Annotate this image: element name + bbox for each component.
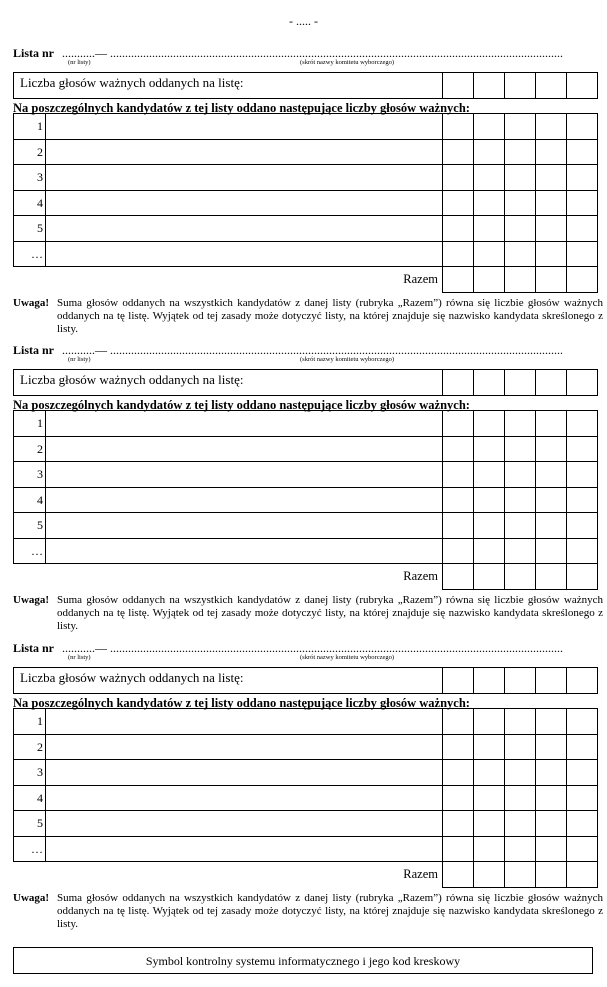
list-number-line: [13, 641, 563, 656]
list-number-line: [13, 343, 563, 358]
list-label: Lista nr: [13, 641, 55, 655]
candidate-votes-digit-cell[interactable]: [473, 759, 505, 786]
candidate-row-number: …: [31, 246, 43, 261]
candidate-votes-digit-cell[interactable]: [442, 410, 474, 437]
list-section: [0, 641, 607, 931]
total-label: Razem: [403, 272, 438, 286]
candidate-votes-digit-cell[interactable]: [473, 164, 505, 191]
candidate-name-cell[interactable]: [45, 759, 443, 786]
list-number-dots[interactable]: ...........—: [62, 343, 108, 357]
candidate-votes-digit-cell[interactable]: [442, 836, 474, 863]
total-digit-cell[interactable]: [473, 861, 505, 888]
candidate-votes-digit-cell[interactable]: [566, 241, 598, 268]
candidate-row-number: 4: [37, 195, 43, 210]
candidate-votes-digit-cell[interactable]: [566, 461, 598, 488]
candidate-name-cell[interactable]: [45, 512, 443, 539]
hint-list-number: (nr listy): [68, 654, 91, 661]
candidate-row-number: 3: [37, 467, 43, 481]
candidate-votes-digit-cell[interactable]: [473, 538, 505, 565]
candidate-votes-digit-cell[interactable]: [504, 436, 536, 463]
candidate-name-cell[interactable]: [45, 785, 443, 812]
candidate-votes-digit-cell[interactable]: [535, 836, 567, 863]
candidate-row-number: 2: [37, 144, 43, 159]
candidate-votes-digit-cell[interactable]: [535, 734, 567, 761]
candidate-name-cell[interactable]: [45, 410, 443, 437]
candidate-row-number: 1: [37, 714, 43, 728]
candidate-votes-digit-cell[interactable]: [504, 241, 536, 268]
candidate-votes-digit-cell[interactable]: [535, 241, 567, 268]
votes-digit-cell[interactable]: [566, 72, 598, 99]
list-section: [0, 46, 607, 336]
candidate-votes-digit-cell[interactable]: [473, 836, 505, 863]
candidate-votes-digit-cell[interactable]: [566, 436, 598, 463]
candidate-votes-digit-cell[interactable]: [566, 734, 598, 761]
candidate-votes-digit-cell[interactable]: [504, 836, 536, 863]
votes-digit-cell[interactable]: [566, 667, 598, 694]
candidate-votes-digit-cell[interactable]: [473, 785, 505, 812]
candidate-votes-digit-cell[interactable]: [442, 113, 474, 140]
candidate-name-cell[interactable]: [45, 734, 443, 761]
candidate-votes-digit-cell[interactable]: [535, 113, 567, 140]
candidate-votes-digit-cell[interactable]: [504, 785, 536, 812]
candidate-name-cell[interactable]: [45, 164, 443, 191]
candidate-votes-digit-cell[interactable]: [442, 241, 474, 268]
candidate-votes-digit-cell[interactable]: [442, 164, 474, 191]
candidate-votes-digit-cell[interactable]: [504, 810, 536, 837]
candidate-votes-digit-cell[interactable]: [566, 164, 598, 191]
total-digit-cell[interactable]: [504, 861, 536, 888]
list-label: Lista nr: [13, 343, 55, 357]
total-digit-cell[interactable]: [535, 266, 567, 293]
total-digit-cell[interactable]: [442, 563, 474, 590]
committee-name-dots[interactable]: .......................................................................................................................................................: [110, 641, 564, 655]
candidate-votes-digit-cell[interactable]: [566, 810, 598, 837]
candidate-name-cell[interactable]: [45, 538, 443, 565]
candidate-name-cell[interactable]: [45, 810, 443, 837]
candidate-name-cell[interactable]: [45, 487, 443, 514]
votes-digit-cell[interactable]: [442, 369, 474, 396]
votes-digit-cell[interactable]: [504, 369, 536, 396]
candidate-votes-digit-cell[interactable]: [504, 113, 536, 140]
candidate-votes-digit-cell[interactable]: [442, 538, 474, 565]
candidate-votes-digit-cell[interactable]: [473, 190, 505, 217]
candidate-votes-digit-cell[interactable]: [442, 487, 474, 514]
candidate-votes-digit-cell[interactable]: [442, 436, 474, 463]
candidate-row-number: 2: [37, 441, 43, 456]
committee-name-dots[interactable]: .......................................................................................................................................................: [110, 46, 564, 60]
candidate-name-cell[interactable]: [45, 139, 443, 166]
total-digit-cell[interactable]: [504, 266, 536, 293]
candidate-row-number: …: [31, 543, 43, 558]
total-digit-cell[interactable]: [566, 861, 598, 888]
total-digit-cell[interactable]: [473, 266, 505, 293]
candidate-votes-digit-cell[interactable]: [504, 487, 536, 514]
candidate-name-cell[interactable]: [45, 241, 443, 268]
note-text: Suma głosów oddanych na wszystkich kandydatów z danej listy (rubryka „Razem”) równa się liczbie głosów ważnych oddanych na tę listę. Wyjątek od tej zasady może dotyczyć listy, na której znajduje się nazwisko kandydata skreślonego z listy.: [57, 594, 603, 632]
candidate-votes-digit-cell[interactable]: [473, 810, 505, 837]
candidate-votes-digit-cell[interactable]: [566, 759, 598, 786]
candidate-votes-digit-cell[interactable]: [535, 164, 567, 191]
note-text: Suma głosów oddanych na wszystkich kandydatów z danej listy (rubryka „Razem”) równa się liczbie głosów ważnych oddanych na tę listę. Wyjątek od tej zasady może dotyczyć listy, na której znajduje się nazwisko kandydata skreślonego z listy.: [57, 297, 603, 335]
candidate-name-cell[interactable]: [45, 215, 443, 242]
page-number: - ..... -: [289, 14, 318, 28]
candidate-votes-digit-cell[interactable]: [504, 410, 536, 437]
votes-label: Liczba głosów ważnych oddanych na listę:: [20, 372, 244, 387]
candidate-row-number: 3: [37, 765, 43, 779]
candidates-header: Na poszczególnych kandydatów z tej listy oddano następujące liczby głosów ważnych:: [13, 696, 470, 710]
note-label: Uwaga!: [13, 297, 50, 309]
candidate-votes-digit-cell[interactable]: [473, 139, 505, 166]
candidate-votes-digit-cell[interactable]: [504, 708, 536, 735]
committee-name-dots[interactable]: .......................................................................................................................................................: [110, 343, 564, 357]
candidate-votes-digit-cell[interactable]: [566, 113, 598, 140]
candidate-row-number: 5: [37, 518, 43, 532]
note-label: Uwaga!: [13, 594, 50, 606]
candidate-name-cell[interactable]: [45, 708, 443, 735]
candidate-votes-digit-cell[interactable]: [566, 538, 598, 565]
candidate-votes-digit-cell[interactable]: [442, 810, 474, 837]
list-section: [0, 343, 607, 633]
candidate-votes-digit-cell[interactable]: [535, 538, 567, 565]
note-label: Uwaga!: [13, 892, 50, 904]
candidate-row-number: …: [31, 841, 43, 856]
candidate-name-cell[interactable]: [45, 461, 443, 488]
candidate-votes-digit-cell[interactable]: [566, 215, 598, 242]
candidate-row-number: 5: [37, 221, 43, 235]
candidate-votes-digit-cell[interactable]: [442, 461, 474, 488]
candidate-votes-digit-cell[interactable]: [566, 512, 598, 539]
candidate-votes-digit-cell[interactable]: [566, 487, 598, 514]
list-label: Lista nr: [13, 46, 55, 60]
votes-label: Liczba głosów ważnych oddanych na listę:: [20, 670, 244, 685]
votes-digit-cell[interactable]: [535, 667, 567, 694]
candidate-votes-digit-cell[interactable]: [535, 708, 567, 735]
barcode-box: Symbol kontrolny systemu informatycznego i jego kod kreskowy: [13, 947, 593, 974]
list-number-dots[interactable]: ...........—: [62, 46, 108, 60]
candidate-name-cell[interactable]: [45, 113, 443, 140]
candidate-votes-digit-cell[interactable]: [473, 708, 505, 735]
total-digit-cell[interactable]: [504, 563, 536, 590]
candidate-votes-digit-cell[interactable]: [566, 836, 598, 863]
candidate-votes-digit-cell[interactable]: [473, 410, 505, 437]
hint-committee-name: (skrót nazwy komitetu wyborczego): [300, 356, 395, 363]
votes-digit-cell[interactable]: [473, 667, 505, 694]
candidate-votes-digit-cell[interactable]: [504, 538, 536, 565]
candidate-votes-digit-cell[interactable]: [473, 734, 505, 761]
total-label: Razem: [403, 569, 438, 583]
total-digit-cell[interactable]: [535, 861, 567, 888]
total-digit-cell[interactable]: [566, 563, 598, 590]
candidate-votes-digit-cell[interactable]: [535, 139, 567, 166]
candidate-row-number: 4: [37, 492, 43, 507]
candidate-votes-digit-cell[interactable]: [535, 436, 567, 463]
votes-digit-cell[interactable]: [473, 369, 505, 396]
candidates-header: Na poszczególnych kandydatów z tej listy oddano następujące liczby głosów ważnych:: [13, 101, 470, 115]
candidate-name-cell[interactable]: [45, 436, 443, 463]
candidate-votes-digit-cell[interactable]: [504, 759, 536, 786]
candidate-votes-digit-cell[interactable]: [504, 190, 536, 217]
candidate-votes-digit-cell[interactable]: [442, 139, 474, 166]
votes-digit-cell[interactable]: [473, 72, 505, 99]
total-digit-cell[interactable]: [473, 563, 505, 590]
candidate-votes-digit-cell[interactable]: [566, 139, 598, 166]
hint-list-number: (nr listy): [68, 356, 91, 363]
votes-digit-cell[interactable]: [535, 72, 567, 99]
votes-digit-cell[interactable]: [442, 72, 474, 99]
hint-list-number: (nr listy): [68, 59, 91, 66]
candidate-votes-digit-cell[interactable]: [504, 164, 536, 191]
total-digit-cell[interactable]: [566, 266, 598, 293]
candidate-row-number: 1: [37, 416, 43, 430]
candidate-votes-digit-cell[interactable]: [504, 734, 536, 761]
candidate-votes-digit-cell[interactable]: [473, 487, 505, 514]
candidate-votes-digit-cell[interactable]: [473, 512, 505, 539]
candidate-votes-digit-cell[interactable]: [442, 215, 474, 242]
candidate-votes-digit-cell[interactable]: [473, 113, 505, 140]
total-digit-cell[interactable]: [535, 563, 567, 590]
candidate-votes-digit-cell[interactable]: [535, 215, 567, 242]
votes-label: Liczba głosów ważnych oddanych na listę:: [20, 75, 244, 90]
candidate-votes-digit-cell[interactable]: [442, 512, 474, 539]
candidate-votes-digit-cell[interactable]: [442, 785, 474, 812]
candidate-votes-digit-cell[interactable]: [473, 215, 505, 242]
votes-digit-cell[interactable]: [504, 72, 536, 99]
candidate-row-number: 5: [37, 816, 43, 830]
hint-committee-name: (skrót nazwy komitetu wyborczego): [300, 59, 395, 66]
candidate-votes-digit-cell[interactable]: [504, 139, 536, 166]
candidate-votes-digit-cell[interactable]: [473, 241, 505, 268]
candidate-name-cell[interactable]: [45, 836, 443, 863]
candidate-votes-digit-cell[interactable]: [504, 461, 536, 488]
candidate-row-number: 2: [37, 739, 43, 754]
candidate-row-number: 1: [37, 119, 43, 133]
candidate-votes-digit-cell[interactable]: [535, 512, 567, 539]
candidate-votes-digit-cell[interactable]: [535, 461, 567, 488]
candidate-votes-digit-cell[interactable]: [473, 436, 505, 463]
candidate-row-number: 3: [37, 170, 43, 184]
candidate-votes-digit-cell[interactable]: [442, 708, 474, 735]
note-text: Suma głosów oddanych na wszystkich kandydatów z danej listy (rubryka „Razem”) równa się liczbie głosów ważnych oddanych na tę listę. Wyjątek od tej zasady może dotyczyć listy, na której znajduje się nazwisko kandydata skreślonego z listy.: [57, 892, 603, 930]
candidate-votes-digit-cell[interactable]: [442, 734, 474, 761]
list-number-dots[interactable]: ...........—: [62, 641, 108, 655]
total-label: Razem: [403, 867, 438, 881]
candidates-header: Na poszczególnych kandydatów z tej listy oddano następujące liczby głosów ważnych:: [13, 398, 470, 412]
candidate-votes-digit-cell[interactable]: [535, 487, 567, 514]
candidate-votes-digit-cell[interactable]: [566, 708, 598, 735]
candidate-votes-digit-cell[interactable]: [504, 215, 536, 242]
candidate-votes-digit-cell[interactable]: [535, 410, 567, 437]
votes-digit-cell[interactable]: [504, 667, 536, 694]
candidate-name-cell[interactable]: [45, 190, 443, 217]
candidate-votes-digit-cell[interactable]: [442, 190, 474, 217]
candidate-votes-digit-cell[interactable]: [504, 512, 536, 539]
candidate-row-number: 4: [37, 790, 43, 805]
votes-digit-cell[interactable]: [535, 369, 567, 396]
total-digit-cell[interactable]: [442, 861, 474, 888]
candidate-votes-digit-cell[interactable]: [566, 785, 598, 812]
candidate-votes-digit-cell[interactable]: [535, 810, 567, 837]
candidate-votes-digit-cell[interactable]: [535, 759, 567, 786]
votes-digit-cell[interactable]: [566, 369, 598, 396]
candidate-votes-digit-cell[interactable]: [535, 190, 567, 217]
list-number-line: [13, 46, 563, 61]
candidate-votes-digit-cell[interactable]: [535, 785, 567, 812]
candidate-votes-digit-cell[interactable]: [442, 759, 474, 786]
hint-committee-name: (skrót nazwy komitetu wyborczego): [300, 654, 395, 661]
total-digit-cell[interactable]: [442, 266, 474, 293]
votes-digit-cell[interactable]: [442, 667, 474, 694]
candidate-votes-digit-cell[interactable]: [566, 410, 598, 437]
candidate-votes-digit-cell[interactable]: [566, 190, 598, 217]
candidate-votes-digit-cell[interactable]: [473, 461, 505, 488]
